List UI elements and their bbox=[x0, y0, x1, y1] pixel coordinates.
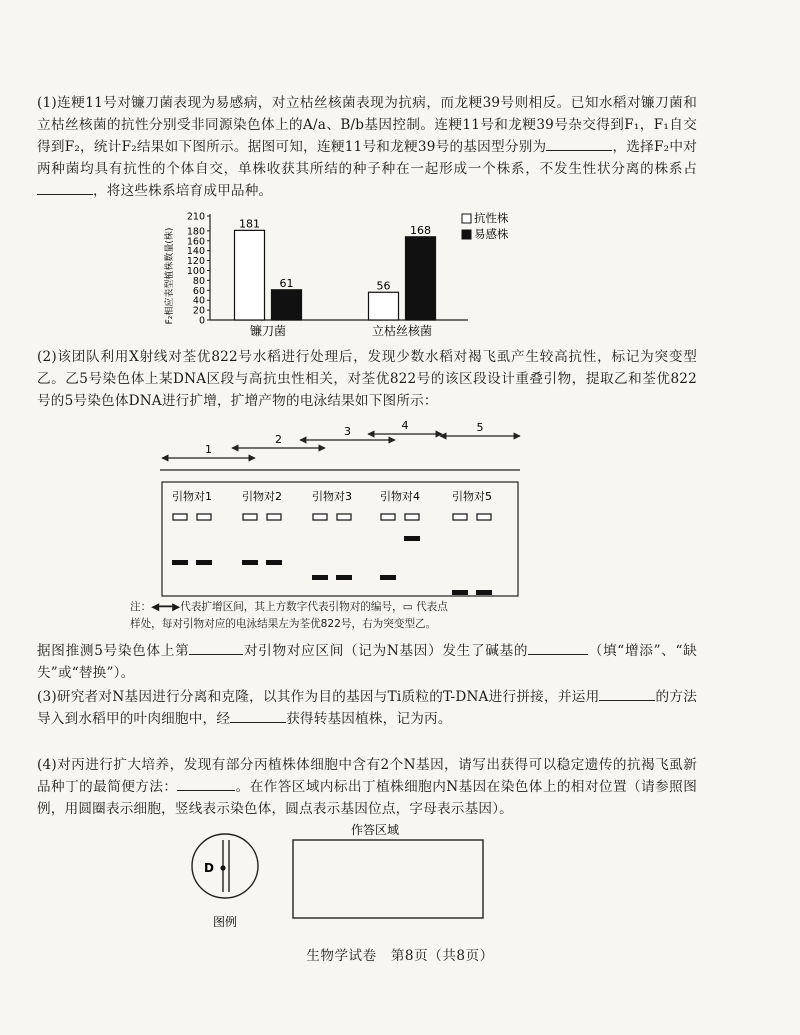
answer-blank[interactable] bbox=[189, 640, 243, 655]
question-2-followup bbox=[37, 640, 697, 684]
q3-part-b: 的方法导入到水稻甲的叶肉细胞中，经 bbox=[37, 689, 697, 727]
gel-band bbox=[196, 560, 212, 565]
chart-y-tick-label: 40 bbox=[192, 295, 205, 307]
answer-blank[interactable] bbox=[177, 776, 235, 791]
answer-blank[interactable] bbox=[546, 136, 612, 151]
gel-band bbox=[336, 575, 352, 580]
chart-data-label: 61 bbox=[279, 276, 294, 290]
chart-data-label: 181 bbox=[239, 217, 260, 231]
sample-well bbox=[243, 514, 257, 520]
gel-band bbox=[476, 590, 492, 595]
answer-blank[interactable] bbox=[37, 180, 93, 195]
question-4-text bbox=[37, 754, 697, 820]
gel-note bbox=[130, 599, 690, 633]
q3-part-c: 获得转基因植株，记为丙。 bbox=[286, 711, 452, 727]
legend-gene-letter: D bbox=[204, 861, 214, 875]
question-1-text bbox=[37, 92, 697, 202]
sample-well bbox=[477, 514, 491, 520]
f2-bar-chart bbox=[150, 208, 530, 343]
page-footer: 生物学试卷 第8页（共8页） bbox=[306, 948, 494, 964]
gel-band bbox=[404, 536, 420, 541]
chart-legend-swatch bbox=[462, 214, 471, 223]
chart-bar bbox=[406, 237, 436, 320]
q4-part-a: (4)对丙进行扩大培养，发现有部分丙植株体细胞中含有2个N基因，请写出获得可以稳定遗传的抗褐飞虱新品种丁的最简便方法： bbox=[37, 757, 697, 795]
chart-y-tick-label: 180 bbox=[186, 226, 205, 238]
region-number: 5 bbox=[476, 421, 484, 434]
answer-diagram bbox=[185, 822, 505, 934]
gel-band bbox=[266, 560, 282, 565]
q4-part-b: 。在作答区域内标出丁植株细胞内N基因在染色体上的相对位置（请参照图例，用圆圈表示细胞，竖线表示染色体，圆点表示基因位点，字母表示基因）。 bbox=[37, 779, 698, 817]
lane-label: 引物对2 bbox=[242, 490, 282, 503]
sample-well bbox=[337, 514, 351, 520]
gel-band bbox=[242, 560, 258, 565]
chart-ylabel: F₂相应表型植株数量(株) bbox=[165, 227, 175, 325]
gel-band bbox=[380, 575, 396, 580]
region-number: 1 bbox=[205, 443, 212, 456]
chart-bar bbox=[272, 290, 302, 320]
q1-part3: ，将这些株系培育成甲品种。 bbox=[93, 183, 273, 199]
gel-band bbox=[312, 575, 328, 580]
lane-label: 引物对3 bbox=[312, 490, 352, 503]
chart-y-tick-label: 20 bbox=[192, 305, 205, 317]
legend-label: 图例 bbox=[212, 915, 238, 929]
chart-data-label: 56 bbox=[376, 279, 391, 293]
sample-well bbox=[313, 514, 327, 520]
chart-y-tick-label: 160 bbox=[186, 236, 205, 248]
question-2-text: (2)该团队利用X射线对荃优822号水稻进行处理后，发现少数水稻对褐飞虱产生较高抗性，标记为突变型乙。乙5号染色体上某DNA区段与高抗虫性相关，对荃优822号的该区段设计重叠引物，提取乙和荃优822号的5号染色体DNA进行扩增，扩增产物的电泳结果如下图所示： bbox=[37, 349, 697, 409]
region-number: 3 bbox=[344, 425, 351, 438]
lane-label: 引物对1 bbox=[172, 490, 212, 503]
chart-y-tick-label: 60 bbox=[192, 285, 205, 297]
sample-well bbox=[381, 514, 395, 520]
chart-y-tick-label: 0 bbox=[198, 315, 205, 327]
chart-legend-swatch bbox=[462, 230, 471, 239]
chart-data-label: 168 bbox=[410, 223, 431, 237]
sample-well bbox=[173, 514, 187, 520]
chart-y-tick-label: 210 bbox=[186, 211, 205, 223]
chart-category-label: 立枯丝核菌 bbox=[371, 324, 433, 338]
chart-y-tick-label: 100 bbox=[186, 265, 205, 277]
region-number: 2 bbox=[275, 433, 282, 446]
gel-band bbox=[452, 590, 468, 595]
sample-well bbox=[405, 514, 419, 520]
sample-well bbox=[267, 514, 281, 520]
answer-blank[interactable] bbox=[230, 708, 286, 723]
gel-band bbox=[172, 560, 188, 565]
answer-area-box[interactable] bbox=[293, 840, 483, 918]
answer-blank[interactable] bbox=[599, 686, 655, 701]
chart-category-label: 镰刀菌 bbox=[249, 324, 287, 338]
region-number: 4 bbox=[401, 419, 409, 432]
question-3-text bbox=[37, 686, 697, 730]
chart-bar bbox=[235, 230, 265, 320]
chart-y-tick-label: 140 bbox=[186, 246, 205, 258]
q1-part1: (1)连粳11号对镰刀菌表现为易感病，对立枯丝核菌表现为抗病，而龙粳39号则相反。已知水稻对镰刀菌和立枯丝核菌的抗性分别受非同源染色体上的A/a、B/b基因控制。连粳11号和龙粳39号杂交得到F₁，F₁自交得到F₂，统计F₂结果如下图所示。据图可知，连粳11号和龙粳39号的基因型分别为 bbox=[37, 95, 697, 155]
gel-note-line2: 样处，每对引物对应的电泳结果左为荃优822号，右为突变型乙。 bbox=[130, 618, 437, 630]
lane-label: 引物对5 bbox=[452, 490, 492, 503]
legend-cell-circle bbox=[192, 834, 258, 898]
q2-followup-b: 对引物对应区间（记为N基因）发生了碱基的 bbox=[243, 643, 529, 659]
chart-legend-label: 抗性株 bbox=[474, 211, 509, 225]
sample-well bbox=[197, 514, 211, 520]
gel-note-line1: 注：◀━━▶代表扩增区间，其上方数字代表引物对的编号，▭ 代表点 bbox=[130, 601, 448, 613]
q2-followup-a: 据图推测5号染色体上第 bbox=[37, 643, 190, 659]
sample-well bbox=[453, 514, 467, 520]
chart-y-tick-label: 80 bbox=[192, 275, 205, 287]
lane-label: 引物对4 bbox=[380, 490, 420, 503]
chart-bar bbox=[369, 292, 399, 320]
answer-area-label: 作答区域 bbox=[350, 823, 400, 837]
q3-part-a: (3)研究者对N基因进行分离和克隆，以其作为目的基因与Ti质粒的T-DNA进行拼接，并运用 bbox=[37, 689, 600, 705]
chart-legend-label: 易感株 bbox=[474, 227, 509, 241]
q1-part2: ，选择F₂中对两种菌均具有抗性的个体自交，单株收获其所结的种子种在一起形成一个株系，不发生性状分离的株系占 bbox=[37, 139, 697, 177]
q2-followup-c: （填“增添”、“缺失”或“替换”）。 bbox=[37, 643, 697, 681]
answer-blank[interactable] bbox=[528, 640, 588, 655]
chart-y-tick-label: 120 bbox=[186, 256, 205, 268]
legend-gene-dot bbox=[220, 865, 225, 870]
